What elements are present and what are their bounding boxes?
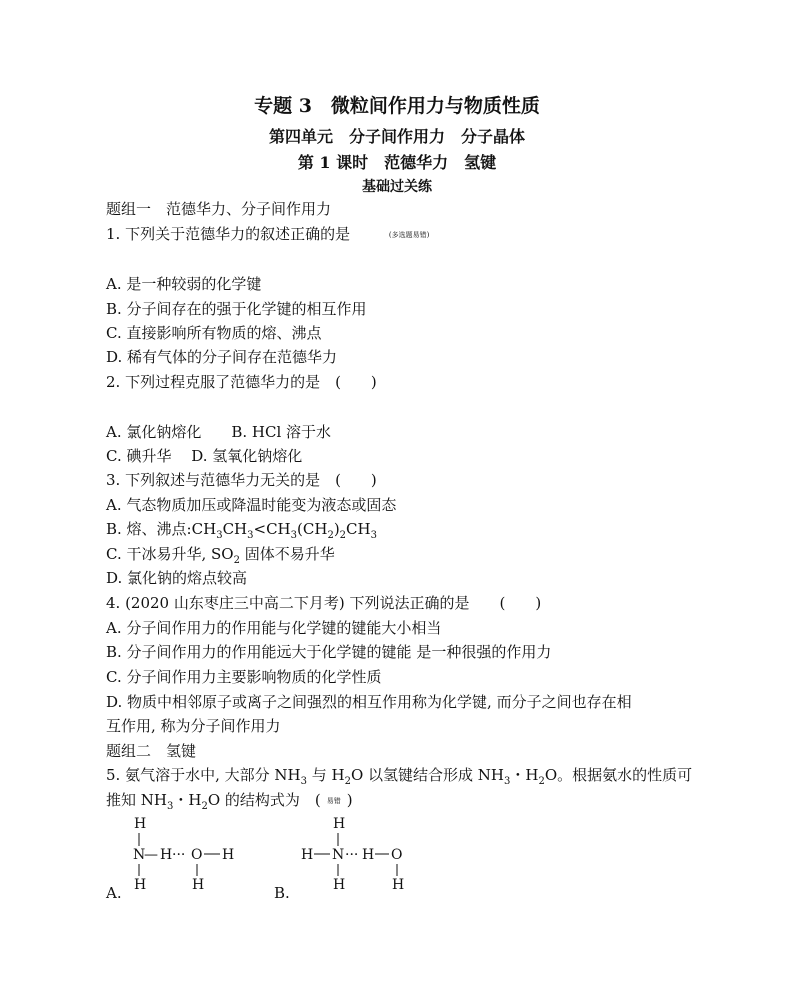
q3-option-a: A. 气态物质加压或降温时能变为液态或固态 — [106, 496, 397, 514]
subscript: 2 — [344, 776, 351, 787]
q1-option-a: A. 是一种较弱的化学键 — [106, 275, 262, 293]
q3-stem: 3. 下列叙述与范德华力无关的是 ( ) — [106, 471, 377, 489]
lesson-title: 第 1 课时 范德华力 氢键 — [297, 153, 497, 172]
hbond-dots: ··· — [172, 847, 186, 863]
atom-o: O — [191, 847, 203, 863]
q3-option-d: D. 氯化钠的熔点较高 — [106, 569, 248, 587]
q5-stem-line2 — [106, 791, 353, 810]
unit-title: 第四单元 分子间作用力 分子晶体 — [268, 127, 525, 146]
q5-tag: 易错 — [326, 797, 341, 805]
q5-text: O 的结构式为 ( — [207, 791, 321, 809]
q3-option-b — [106, 520, 377, 541]
q5-text: 与 H — [306, 766, 345, 784]
formula-part: CH — [266, 520, 291, 538]
q3-option-c — [106, 545, 335, 566]
structure-a — [120, 812, 250, 894]
q5-option-b-label: B. — [274, 884, 290, 902]
q4-option-c: C. 分子间作用力主要影响物质的化学性质 — [106, 668, 382, 686]
subscript: 3 — [166, 801, 174, 812]
subscript: 3 — [300, 776, 307, 787]
q5-option-a-label: A. — [106, 884, 122, 902]
q1-tag: (多选题易错) — [388, 231, 430, 239]
atom-h: H — [362, 847, 375, 863]
atom-h-bottom: H — [333, 877, 346, 893]
atom-n: N — [332, 847, 345, 863]
section-title: 基础过关练 — [362, 179, 432, 195]
subscript: 2 — [201, 801, 208, 812]
q4-option-d-line1: D. 物质中相邻原子或离子之间强烈的相互作用称为化学键, 而分子之间也存在相 — [106, 693, 632, 711]
q5-text: O。根据氨水的性质可 — [544, 766, 693, 784]
q3-b-prefix: B. 熔、沸点: — [106, 520, 192, 538]
q4-stem: 4. (2020 山东枣庄三中高二下月考) 下列说法正确的是 ( ) — [106, 594, 542, 612]
formula-part: CH — [346, 520, 371, 538]
title: 专题 3 微粒间作用力与物质性质 — [254, 95, 540, 117]
atom-h-bottom-o: H — [392, 877, 405, 893]
bond-dash: — — [144, 847, 158, 863]
atom-h-right: H — [222, 847, 235, 863]
q2-options-cd: C. 碘升华 D. 氢氧化钠熔化 — [106, 447, 303, 465]
subscript: 3 — [216, 530, 223, 541]
atom-h: H — [160, 847, 173, 863]
atom-h-left: H — [301, 847, 314, 863]
atom-n: N — [133, 847, 146, 863]
q5-text: O 以氢键结合形成 NH — [350, 766, 505, 784]
atom-o: O — [391, 847, 403, 863]
q5-stem-line1 — [106, 766, 693, 787]
q4-option-a: A. 分子间作用力的作用能与化学键的键能大小相当 — [106, 619, 442, 637]
q5-text: 推知 NH — [106, 791, 167, 809]
atom-h-top: H — [333, 816, 346, 832]
atom-h-top: H — [134, 816, 147, 832]
formula-part: CH — [191, 520, 217, 538]
subscript: 2 — [233, 555, 240, 566]
q5-text: 5. 氨气溶于水中, 大部分 NH — [106, 766, 301, 784]
q1-stem-text: 1. 下列关于范德华力的叙述正确的是 — [106, 225, 351, 243]
structure-b — [298, 812, 418, 894]
q2-options-ab: A. 氯化钠熔化 B. HCl 溶于水 — [106, 423, 332, 441]
q1-option-d: D. 稀有气体的分子间存在范德华力 — [106, 348, 338, 366]
q5-text: ・H — [510, 766, 539, 784]
q5-text: ・H — [173, 791, 202, 809]
formula-part: (CH — [297, 520, 328, 538]
less-than: < — [253, 520, 267, 538]
subscript: 2 — [339, 530, 347, 541]
hbond-dots: ··· — [345, 847, 359, 863]
q3-c-suffix: 固体不易升华 — [239, 545, 335, 563]
atom-h-bottom-o: H — [192, 877, 205, 893]
subscript: 3 — [504, 776, 511, 787]
subscript: 2 — [538, 776, 545, 787]
formula-part: CH — [222, 520, 248, 538]
q4-option-b: B. 分子间作用力的作用能远大于化学键的键能 是一种很强的作用力 — [106, 643, 552, 661]
q5-text: ) — [346, 791, 353, 809]
subscript: 3 — [247, 530, 254, 541]
formula-part: ) — [333, 520, 340, 538]
subscript: 3 — [370, 530, 377, 541]
q2-stem: 2. 下列过程克服了范德华力的是 ( ) — [106, 373, 377, 391]
q4-option-d-line2: 互作用, 称为分子间作用力 — [106, 717, 281, 735]
group2-label: 题组二 氢键 — [106, 742, 197, 760]
q3-c-prefix: C. 干冰易升华, SO — [106, 545, 234, 563]
subscript: 2 — [327, 530, 334, 541]
q1-option-b: B. 分子间存在的强于化学键的相互作用 — [106, 300, 367, 318]
group1-label: 题组一 范德华力、分子间作用力 — [106, 200, 332, 218]
atom-h-bottom: H — [134, 877, 147, 893]
subscript: 3 — [290, 530, 298, 541]
q1-option-c: C. 直接影响所有物质的熔、沸点 — [106, 324, 322, 342]
q1-stem — [106, 225, 429, 244]
